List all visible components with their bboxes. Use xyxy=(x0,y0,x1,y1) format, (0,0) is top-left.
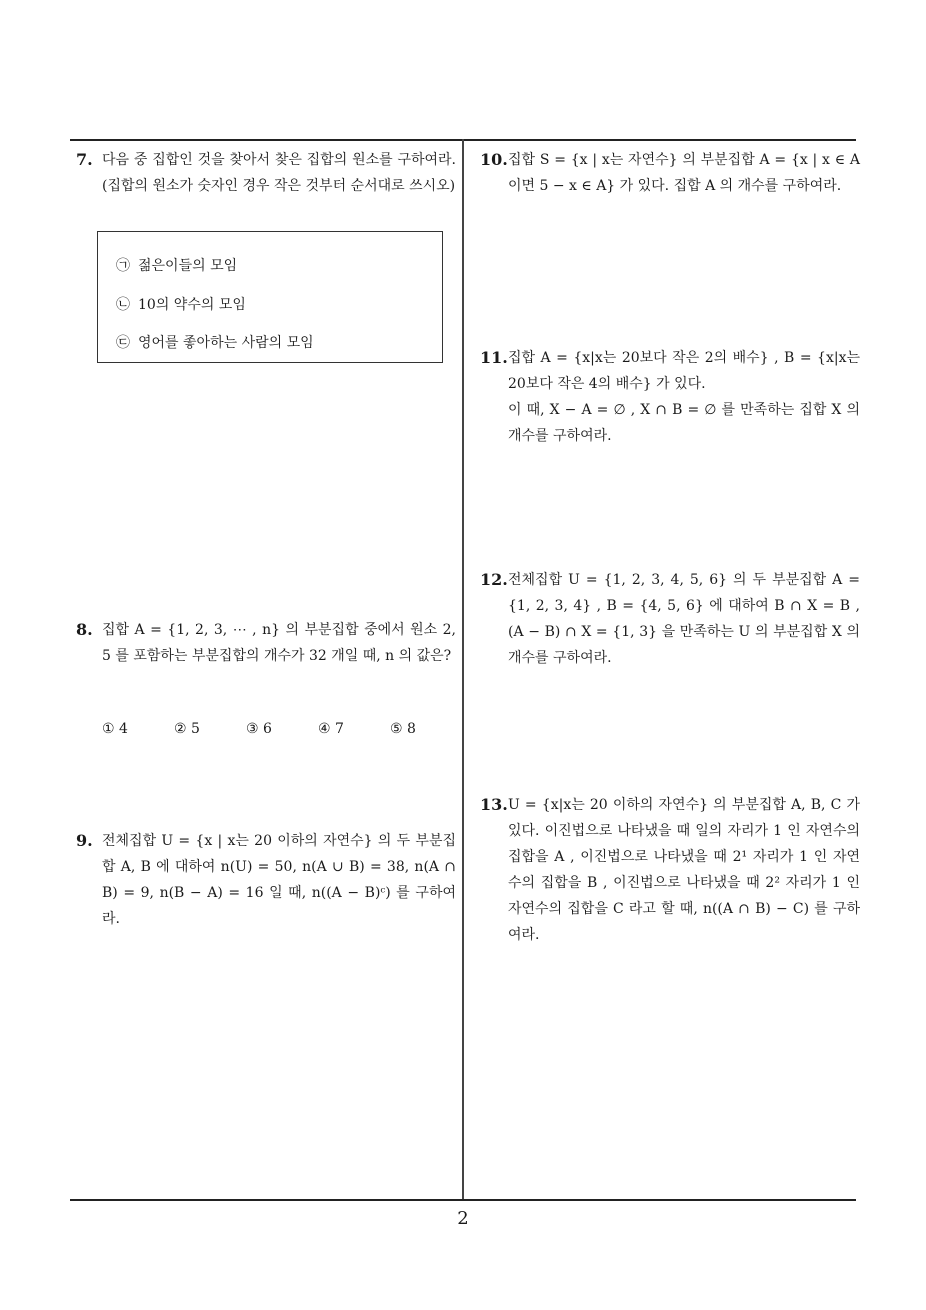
question-10 xyxy=(480,147,860,199)
question-text: 집합 S = {x | x는 자연수} 의 부분집합 A = {x | x ∈ A이면 5 − x ∈ A} 가 있다. 집합 A 의 개수를 구하여라. xyxy=(508,152,860,194)
question-13 xyxy=(480,792,860,948)
choice-1[interactable]: ① 4 xyxy=(102,721,128,737)
bottom-rule xyxy=(70,1199,856,1201)
box-item xyxy=(116,295,246,315)
item-text: 젊은이들의 모임 xyxy=(138,258,238,274)
answer-choices xyxy=(102,719,462,739)
box-item xyxy=(116,256,237,276)
question-text: U = {x|x는 20 이하의 자연수} 의 부분집합 A, B, C 가 있다. 이진법으로 나타냈을 때 일의 자리가 1 인 자연수의 집합을 A , 이진법으로 나타냈을 때 2¹ 자리가 1 인 자연수의 집합을 B , 이진법으로 나타냈을 때 2² 자리가 1 인 자연수의 집합을 C 라고 할 때, n((A ∩ B) − C) 를 구하여라. xyxy=(508,797,860,943)
column-divider xyxy=(462,139,464,1200)
box-item xyxy=(116,333,314,353)
question-number: 8. xyxy=(76,620,93,639)
choice-5[interactable]: ⑤ 8 xyxy=(390,721,416,737)
question-11 xyxy=(480,345,860,449)
item-text: 영어를 좋아하는 사람의 모임 xyxy=(138,335,314,351)
question-text: 집합 A = {x|x는 20보다 작은 2의 배수} , B = {x|x는 20보다 작은 4의 배수} 가 있다. xyxy=(508,350,860,392)
question-number: 9. xyxy=(76,831,93,850)
choice-3[interactable]: ③ 6 xyxy=(246,721,272,737)
page-number: 2 xyxy=(457,1208,469,1229)
question-number: 7. xyxy=(76,150,93,169)
question-8 xyxy=(76,617,456,669)
item-marker: ㉢ xyxy=(116,335,130,351)
question-text: 다음 중 집합인 것을 찾아서 찾은 집합의 원소를 구하여라. (집합의 원소가 숫자인 경우 작은 것부터 순서대로 쓰시오) xyxy=(102,152,456,194)
question-text: 전체집합 U = {1, 2, 3, 4, 5, 6} 의 두 부분집합 A = {1, 2, 3, 4} , B = {4, 5, 6} 에 대하여 B ∩ X = B , (A − B) ∩ X = {1, 3} 을 만족하는 U 의 부분집합 X 의 개수를 구하여라. xyxy=(508,572,860,666)
question-number: 13. xyxy=(480,795,508,814)
question-12 xyxy=(480,567,860,671)
item-text: 10의 약수의 모임 xyxy=(138,297,246,313)
question-number: 11. xyxy=(480,348,508,367)
question-number: 12. xyxy=(480,570,508,589)
question-text-2: 이 때, X − A = ∅ , X ∩ B = ∅ 를 만족하는 집합 X 의 개수를 구하여라. xyxy=(508,402,860,444)
item-marker: ㉠ xyxy=(116,258,130,274)
choice-4[interactable]: ④ 7 xyxy=(318,721,344,737)
item-marker: ㉡ xyxy=(116,297,130,313)
question-text: 전체집합 U = {x | x는 20 이하의 자연수} 의 두 부분집합 A, B 에 대하여 n(U) = 50, n(A ∪ B) = 38, n(A ∩ B) = 9, n(B − A) = 16 일 때, n((A − B)ᶜ) 를 구하여라. xyxy=(102,833,456,927)
options-box xyxy=(97,231,443,363)
question-text: 집합 A = {1, 2, 3, ⋯ , n} 의 부분집합 중에서 원소 2, 5 를 포함하는 부분집합의 개수가 32 개일 때, n 의 값은? xyxy=(102,622,456,664)
question-9 xyxy=(76,828,456,932)
question-number: 10. xyxy=(480,150,508,169)
choice-2[interactable]: ② 5 xyxy=(174,721,200,737)
question-7 xyxy=(76,147,456,199)
